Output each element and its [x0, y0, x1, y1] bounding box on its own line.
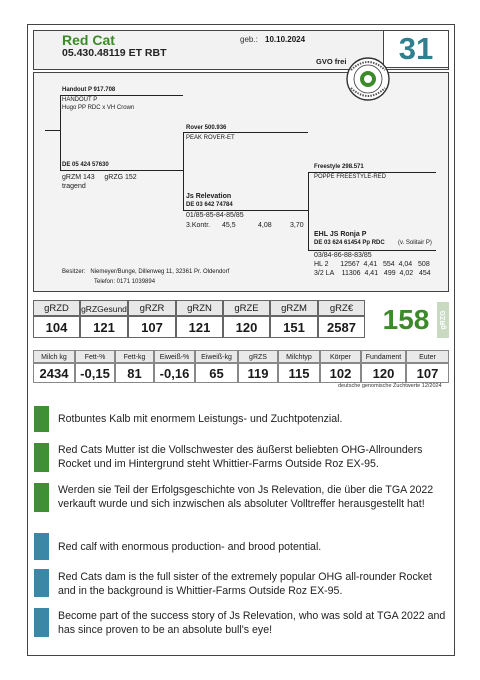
description-text: Red Cats Mutter ist die Vollschwester des äußerst beliebten OHG-Allrounders Rocket und im Hintergrund steht Whittier-Farms Outside Roz EX-95.: [58, 444, 423, 470]
dam-protein-value: 3,70: [290, 222, 304, 229]
trait-header: Fett-kg: [115, 350, 154, 363]
pedigree-line: [308, 172, 309, 250]
description-text: Red Cats dam is the full sister of the extremely popular OHG all-rounder Rocket and in the background is Whittier-Farms Outside Roz EX-95.: [58, 571, 432, 597]
granddam-hl-record: HL 2 12567 4,41 554 4,04 508: [314, 261, 430, 268]
breeding-value-note: deutsche genomische Zuchtwerte 12/2024: [338, 383, 442, 389]
index-header: gRZD: [33, 300, 80, 316]
dam-reg-id: DE 03 642 74784: [186, 202, 233, 208]
index-header: gRZN: [176, 300, 223, 316]
description-marker: [34, 406, 49, 432]
owner-phone: Telefon: 0171 1039894: [94, 279, 156, 285]
description-marker: [34, 569, 49, 597]
trait-header: Euter: [406, 350, 449, 363]
pedigree-line: [308, 172, 436, 173]
index-value: 121: [80, 316, 128, 338]
granddam-lactations: 03/84-86-88-83/85: [314, 252, 372, 259]
trait-value: 119: [238, 363, 278, 383]
index-header: gRZ€: [318, 300, 365, 316]
dam-breeding-values: gRZM 143 gRZG 152: [62, 174, 137, 181]
trait-value: 107: [406, 363, 449, 383]
maternal-grand-sire-name: Freestyle 298.571: [314, 164, 364, 170]
sire-line-1: HANDOUT P: [62, 97, 98, 103]
pedigree-line: [60, 95, 61, 170]
trait-value: 65: [195, 363, 238, 383]
trait-header: Fundament: [361, 350, 406, 363]
granddam-id: DE 03 624 61454 Pp RDC: [314, 240, 385, 246]
granddam-la-record: 3/2 LA 11306 4,41 499 4,02 454: [314, 270, 431, 277]
pedigree-line: [60, 170, 183, 171]
granddam-sire: (v. Solitair P): [398, 240, 432, 246]
description-marker: [34, 443, 49, 472]
trait-value: 81: [115, 363, 154, 383]
index-header: gRZGesund: [80, 300, 128, 316]
birth-date-label: geb.:: [240, 35, 258, 44]
trait-value: 2434: [33, 363, 75, 383]
granddam-name: EHL JS Ronja P: [314, 231, 367, 238]
pedigree-line: [183, 132, 184, 210]
index-value: 120: [223, 316, 270, 338]
trait-value: 102: [320, 363, 361, 383]
trait-value: 115: [278, 363, 320, 383]
animal-name: Red Cat: [62, 32, 115, 48]
sire-line-2: Hugo PP RDC x VH Crown: [62, 105, 135, 111]
trait-header: gRZS: [238, 350, 278, 363]
description-text: Rotbuntes Kalb mit enormem Leistungs- und Zuchtpotenzial.: [58, 413, 343, 425]
trait-header: Körper: [320, 350, 361, 363]
animal-id: 05.430.48119 ET RBT: [62, 47, 167, 59]
index-value: 151: [270, 316, 318, 338]
trait-value: -0,15: [75, 363, 115, 383]
lot-number: 31: [398, 31, 434, 66]
total-index-tag: [437, 302, 449, 338]
index-value: 104: [33, 316, 80, 338]
description-marker: [34, 608, 49, 637]
description-text: Werden sie Teil der Erfolgsgeschichte von Js Relevation, die über die TGA 2022 verkauft wurde und sich inzwischen als absoluter Volltreffer herausgestellt hat!: [58, 484, 434, 510]
maternal-grand-sire-sub: POPPE FREESTYLE-RED: [314, 174, 387, 180]
certification-seal-icon: [345, 56, 391, 102]
dam-lactations: 01/85-85-84-85/85: [186, 212, 244, 219]
description-marker: [34, 483, 49, 512]
pedigree-line: [45, 130, 60, 131]
index-header: gRZM: [270, 300, 318, 316]
total-index-value: 158: [382, 304, 430, 335]
trait-header: Milchtyp: [278, 350, 320, 363]
owner-info: Besitzer: Niemeyer/Bunge, Dillenweg 11, 32361 Pr. Oldendorf: [62, 269, 230, 275]
dam-milk-value: 45,5: [222, 222, 236, 229]
index-value: 121: [176, 316, 223, 338]
grand-sire-sub: PEAK ROVER-ET: [186, 135, 235, 141]
trait-value: -0,16: [154, 363, 195, 383]
pedigree-line: [60, 95, 183, 96]
trait-value: 120: [361, 363, 406, 383]
trait-header: Fett-%: [75, 350, 115, 363]
total-index-label: gRZG: [439, 310, 447, 330]
grand-sire-name: Rover 500.936: [186, 125, 227, 131]
dam-id: DE 05 424 57630: [62, 162, 109, 168]
index-header: gRZR: [128, 300, 176, 316]
trait-header: Eiweiß-%: [154, 350, 195, 363]
dam-status: tragend: [62, 183, 86, 190]
gmo-free-label: GVO frei: [316, 57, 347, 66]
dam-control-label: 3.Kontr.: [186, 222, 211, 229]
dam-fat-value: 4,08: [258, 222, 272, 229]
index-table: [33, 300, 365, 340]
sire-name: Handout P 917.708: [62, 87, 116, 93]
trait-header: Eiweiß-kg: [195, 350, 238, 363]
index-value: 107: [128, 316, 176, 338]
index-value: 2587: [318, 316, 365, 338]
description-text: Become part of the success story of Js Relevation, who was sold at TGA 2022 and has since proven to be an absolute bull's eye!: [58, 610, 446, 636]
index-header: gRZE: [223, 300, 270, 316]
birth-date-value: 10.10.2024: [265, 35, 306, 44]
description-text: Red calf with enormous production- and brood potential.: [58, 541, 322, 553]
description-marker: [34, 533, 49, 560]
dam-name: Js Relevation: [186, 193, 232, 200]
trait-header: Milch kg: [33, 350, 75, 363]
